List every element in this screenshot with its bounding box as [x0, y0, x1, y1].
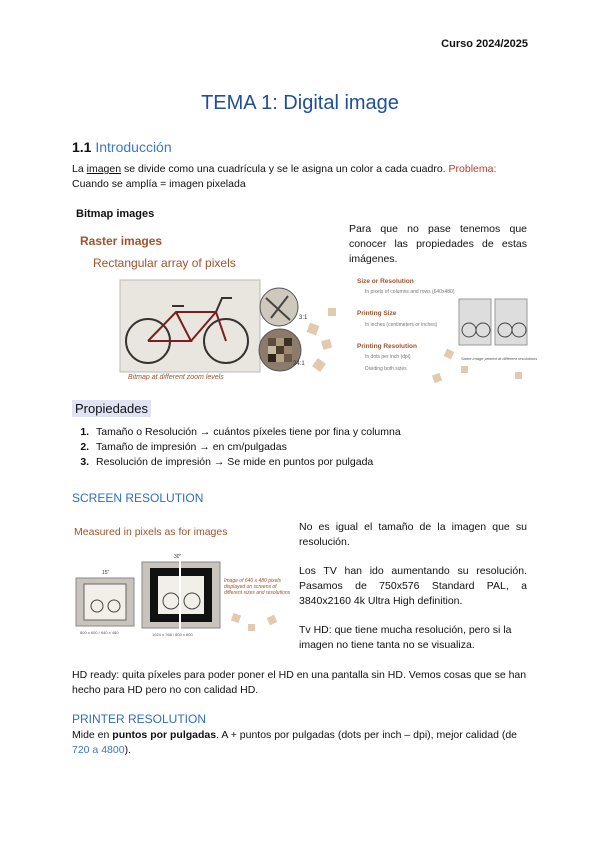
zoom-label-2: 24:1 [293, 361, 305, 367]
page-title: TEMA 1: Digital image [201, 92, 399, 114]
raster-figure-caption: Bitmap at different zoom levels [128, 374, 224, 381]
section-number: 1.1 [72, 139, 92, 155]
screen-paragraph-1: No es igual el tamaño de la imagen que su resolución. [299, 521, 527, 548]
properties-heading: Propiedades [72, 400, 151, 417]
print-thumb-1 [459, 299, 491, 345]
screen-decorative-squares [231, 613, 277, 631]
screen-figure-note-text: Image of 640 x 480 pixels displayed on screens of different sizes and resolutions [224, 578, 291, 596]
fig2-text-1: In pixels of columns and rows (640x480) [365, 289, 455, 295]
printer-text-end: ). [124, 744, 131, 756]
intro-text-end: Cuando se amplía = imagen pixelada [72, 178, 246, 190]
raster-figure [76, 228, 342, 386]
monitor-res-2: 1024 x 768 / 800 x 600 [152, 632, 193, 637]
right-intro-text: Para que no pase tenemos que conocer las propiedades de estas imágenes. [349, 223, 527, 265]
printer-paragraph [72, 728, 530, 758]
small-monitor-screen [84, 584, 126, 620]
properties-figure-svg [349, 270, 538, 388]
screen-figure-title: Measured in pixels as for images [74, 526, 228, 538]
list-item: 1. Tamaño o Resolución → cuántos píxeles tiene por fina y columna [92, 425, 532, 440]
problem-label: Problema: [448, 163, 497, 175]
printer-range: 720 a 4800 [72, 744, 125, 756]
properties-figure [349, 270, 538, 388]
screen-figure-svg [72, 520, 294, 640]
screen-resolution-heading: SCREEN RESOLUTION [72, 491, 204, 505]
printer-bold-text: puntos por pulgadas [112, 729, 217, 741]
decorative-squares [307, 308, 336, 372]
screen-figure-note [224, 578, 292, 612]
raster-figure-subtitle: Rectangular array of pixels [93, 256, 236, 270]
raster-figure-svg [76, 228, 342, 386]
list-item: 3. Resolución de impresión → Se mide en puntos por pulgada [92, 455, 532, 470]
monitor-size-2: 30" [174, 554, 182, 560]
printer-text: Mide en [72, 729, 113, 741]
section-name: Introducción [95, 139, 172, 155]
screen-paragraph-3: Tv HD: que tiene mucha resolución, pero si la imagen no tiene tanta no se visualiza. [299, 624, 512, 651]
screen-figure [72, 520, 294, 640]
raster-figure-title: Raster images [80, 234, 163, 248]
fig2-heading-3: Printing Resolution [357, 343, 417, 350]
fig2-text-3b: Dividing both sizes [365, 366, 407, 372]
fig2-text-2: In inches (centimeters or inches) [365, 322, 438, 328]
printer-text-mid: . A + puntos por pulgadas (dots per inch – dpi), mejor calidad (de [216, 729, 518, 741]
fig2-decorative-squares [432, 349, 522, 383]
zoom-label-1: 3:1 [299, 315, 308, 321]
properties-list [72, 425, 532, 470]
intro-text: La [72, 163, 87, 175]
intro-link-word: imagen [86, 163, 122, 175]
print-thumb-2 [495, 299, 527, 345]
screen-paragraph-4: HD ready: quita píxeles para poder poner el HD en una pantalla sin HD. Vemos cosas que se han hecho para HD pero no con calidad HD. [72, 669, 527, 696]
fig2-text-3a: In dots per inch (dpi) [365, 354, 411, 360]
monitor-res-1: 800 x 600 / 640 x 480 [80, 630, 119, 635]
course-label: Curso 2024/2025 [441, 38, 528, 50]
intro-text-mid: se divide como una cuadrícula y se le asigna un color a cada cuadro. [121, 163, 449, 175]
fig2-heading-1: Size or Resolution [357, 278, 414, 285]
printer-resolution-heading: PRINTER RESOLUTION [72, 712, 207, 726]
screen-paragraph-2: Los TV han ido aumentando su resolución. Pasamos de 750x576 Standard PAL, a 3840x2160 4k Ultra High definition. [299, 565, 527, 607]
pixel-grid [268, 338, 292, 362]
bitmap-heading: Bitmap images [76, 208, 155, 220]
section-heading [72, 139, 172, 155]
intro-paragraph [72, 162, 532, 192]
monitor-size-1: 15" [102, 570, 110, 576]
fig2-heading-2: Printing Size [357, 310, 397, 317]
fig2-note: Same image printed at different resolutions [461, 356, 538, 361]
list-item: 2. Tamaño de impresión → en cm/pulgadas [92, 440, 532, 455]
